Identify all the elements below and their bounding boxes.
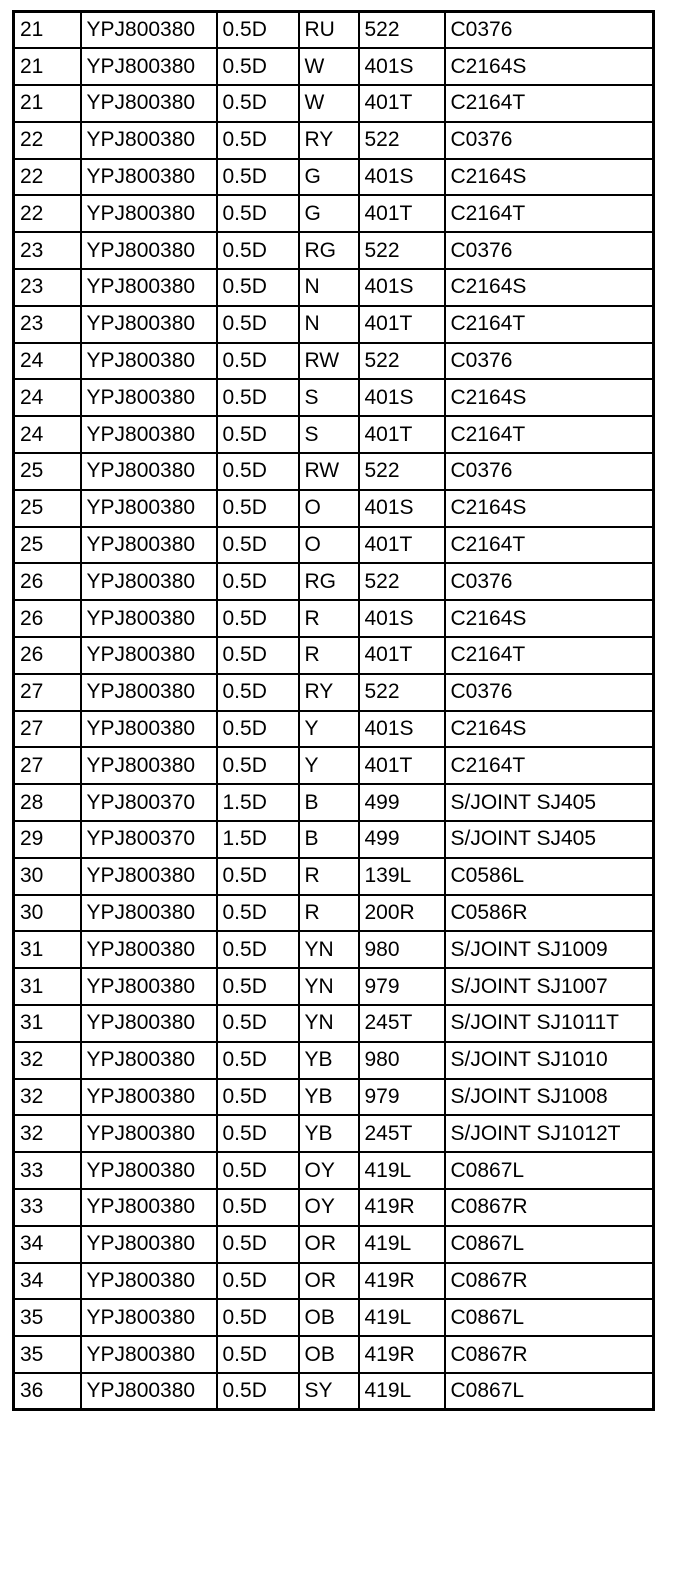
color-code-cell: SY (299, 1373, 359, 1410)
connector-cell: C2164S (445, 269, 654, 306)
part-number-cell: YPJ800380 (81, 711, 217, 748)
color-code-cell: YB (299, 1079, 359, 1116)
connector-cell: C2164T (445, 416, 654, 453)
terminal-cell: 499 (359, 821, 445, 858)
terminal-cell: 401S (359, 159, 445, 196)
table-row (14, 1079, 654, 1116)
table-row (14, 600, 654, 637)
part-number-cell: YPJ800370 (81, 821, 217, 858)
color-code-cell: G (299, 195, 359, 232)
wire-number-cell: 26 (14, 637, 81, 674)
wire-number-cell: 27 (14, 674, 81, 711)
size-cell: 0.5D (217, 527, 299, 564)
table-row (14, 821, 654, 858)
part-number-cell: YPJ800380 (81, 600, 217, 637)
terminal-cell: 200R (359, 895, 445, 932)
terminal-cell: 401T (359, 306, 445, 343)
color-code-cell: RW (299, 453, 359, 490)
connector-cell: C0867R (445, 1189, 654, 1226)
wire-number-cell: 34 (14, 1263, 81, 1300)
part-number-cell: YPJ800380 (81, 1079, 217, 1116)
terminal-cell: 401T (359, 637, 445, 674)
part-number-cell: YPJ800380 (81, 895, 217, 932)
size-cell: 0.5D (217, 453, 299, 490)
connector-cell: C2164S (445, 379, 654, 416)
size-cell: 0.5D (217, 122, 299, 159)
terminal-cell: 522 (359, 674, 445, 711)
part-number-cell: YPJ800380 (81, 1115, 217, 1152)
terminal-cell: 401S (359, 379, 445, 416)
size-cell: 0.5D (217, 1299, 299, 1336)
part-number-cell: YPJ800380 (81, 379, 217, 416)
terminal-cell: 419R (359, 1189, 445, 1226)
table-row (14, 527, 654, 564)
size-cell: 0.5D (217, 343, 299, 380)
part-number-cell: YPJ800380 (81, 195, 217, 232)
wire-number-cell: 35 (14, 1299, 81, 1336)
table-row (14, 784, 654, 821)
wire-number-cell: 25 (14, 453, 81, 490)
size-cell: 0.5D (217, 931, 299, 968)
wire-number-cell: 22 (14, 122, 81, 159)
size-cell: 0.5D (217, 1336, 299, 1373)
table-row (14, 453, 654, 490)
table-row (14, 674, 654, 711)
table-row (14, 379, 654, 416)
terminal-cell: 245T (359, 1005, 445, 1042)
terminal-cell: 139L (359, 858, 445, 895)
table-row (14, 343, 654, 380)
size-cell: 0.5D (217, 858, 299, 895)
part-number-cell: YPJ800380 (81, 858, 217, 895)
color-code-cell: RY (299, 122, 359, 159)
wire-number-cell: 22 (14, 159, 81, 196)
color-code-cell: RU (299, 12, 359, 49)
color-code-cell: S (299, 379, 359, 416)
part-number-cell: YPJ800380 (81, 968, 217, 1005)
connector-cell: C0376 (445, 674, 654, 711)
table-row (14, 637, 654, 674)
terminal-cell: 245T (359, 1115, 445, 1152)
part-number-cell: YPJ800380 (81, 1373, 217, 1410)
color-code-cell: R (299, 637, 359, 674)
wire-number-cell: 31 (14, 968, 81, 1005)
table-row (14, 968, 654, 1005)
table-row (14, 1152, 654, 1189)
terminal-cell: 401T (359, 527, 445, 564)
size-cell: 0.5D (217, 85, 299, 122)
connector-cell: C0867R (445, 1263, 654, 1300)
connector-cell: C2164S (445, 490, 654, 527)
color-code-cell: YN (299, 1005, 359, 1042)
wire-number-cell: 21 (14, 12, 81, 49)
terminal-cell: 419L (359, 1226, 445, 1263)
size-cell: 0.5D (217, 269, 299, 306)
table-row (14, 1226, 654, 1263)
wire-number-cell: 31 (14, 1005, 81, 1042)
connector-cell: C2164S (445, 711, 654, 748)
connector-cell: S/JOINT SJ1012T (445, 1115, 654, 1152)
wire-number-cell: 24 (14, 416, 81, 453)
wire-number-cell: 23 (14, 269, 81, 306)
size-cell: 0.5D (217, 1079, 299, 1116)
connector-cell: C0867L (445, 1299, 654, 1336)
terminal-cell: 522 (359, 232, 445, 269)
connector-cell: C0376 (445, 343, 654, 380)
size-cell: 0.5D (217, 195, 299, 232)
terminal-cell: 522 (359, 122, 445, 159)
terminal-cell: 522 (359, 343, 445, 380)
color-code-cell: W (299, 85, 359, 122)
color-code-cell: YN (299, 931, 359, 968)
wire-number-cell: 27 (14, 711, 81, 748)
part-number-cell: YPJ800380 (81, 232, 217, 269)
part-number-cell: YPJ800380 (81, 637, 217, 674)
part-number-cell: YPJ800380 (81, 85, 217, 122)
terminal-cell: 499 (359, 784, 445, 821)
connector-cell: C0867R (445, 1336, 654, 1373)
size-cell: 0.5D (217, 12, 299, 49)
connector-cell: C0586L (445, 858, 654, 895)
size-cell: 0.5D (217, 1152, 299, 1189)
size-cell: 0.5D (217, 306, 299, 343)
connector-cell: S/JOINT SJ1009 (445, 931, 654, 968)
terminal-cell: 401T (359, 85, 445, 122)
size-cell: 0.5D (217, 159, 299, 196)
table-row (14, 711, 654, 748)
table-row (14, 1263, 654, 1300)
size-cell: 0.5D (217, 968, 299, 1005)
connector-cell: C2164T (445, 747, 654, 784)
connector-cell: C0867L (445, 1373, 654, 1410)
table-row (14, 563, 654, 600)
part-number-cell: YPJ800380 (81, 416, 217, 453)
color-code-cell: RG (299, 563, 359, 600)
terminal-cell: 980 (359, 1042, 445, 1079)
connector-cell: C0867L (445, 1152, 654, 1189)
connector-cell: C2164S (445, 600, 654, 637)
part-number-cell: YPJ800380 (81, 527, 217, 564)
part-number-cell: YPJ800370 (81, 784, 217, 821)
wire-number-cell: 30 (14, 858, 81, 895)
color-code-cell: OB (299, 1299, 359, 1336)
size-cell: 0.5D (217, 1005, 299, 1042)
size-cell: 0.5D (217, 1226, 299, 1263)
part-number-cell: YPJ800380 (81, 563, 217, 600)
connector-cell: C2164S (445, 48, 654, 85)
color-code-cell: OY (299, 1189, 359, 1226)
connector-cell: C0376 (445, 12, 654, 49)
size-cell: 0.5D (217, 1042, 299, 1079)
wire-number-cell: 23 (14, 232, 81, 269)
color-code-cell: OB (299, 1336, 359, 1373)
color-code-cell: YB (299, 1042, 359, 1079)
wire-number-cell: 30 (14, 895, 81, 932)
wire-number-cell: 21 (14, 48, 81, 85)
color-code-cell: R (299, 600, 359, 637)
terminal-cell: 980 (359, 931, 445, 968)
size-cell: 0.5D (217, 379, 299, 416)
color-code-cell: G (299, 159, 359, 196)
color-code-cell: YB (299, 1115, 359, 1152)
connector-cell: S/JOINT SJ405 (445, 784, 654, 821)
size-cell: 0.5D (217, 895, 299, 932)
wire-number-cell: 28 (14, 784, 81, 821)
table-row (14, 895, 654, 932)
part-number-cell: YPJ800380 (81, 48, 217, 85)
part-number-cell: YPJ800380 (81, 674, 217, 711)
size-cell: 1.5D (217, 784, 299, 821)
color-code-cell: R (299, 858, 359, 895)
connector-cell: S/JOINT SJ1007 (445, 968, 654, 1005)
wire-number-cell: 32 (14, 1079, 81, 1116)
part-number-cell: YPJ800380 (81, 12, 217, 49)
table-row (14, 1042, 654, 1079)
wire-number-cell: 26 (14, 600, 81, 637)
connector-cell: C0867L (445, 1226, 654, 1263)
size-cell: 0.5D (217, 1373, 299, 1410)
terminal-cell: 419L (359, 1152, 445, 1189)
table-row (14, 269, 654, 306)
connector-cell: S/JOINT SJ1008 (445, 1079, 654, 1116)
table-row (14, 931, 654, 968)
wire-number-cell: 33 (14, 1152, 81, 1189)
wire-number-cell: 26 (14, 563, 81, 600)
color-code-cell: OR (299, 1226, 359, 1263)
part-number-cell: YPJ800380 (81, 1005, 217, 1042)
terminal-cell: 401T (359, 747, 445, 784)
size-cell: 0.5D (217, 1263, 299, 1300)
table-row (14, 48, 654, 85)
wire-number-cell: 35 (14, 1336, 81, 1373)
connector-cell: S/JOINT SJ1011T (445, 1005, 654, 1042)
part-number-cell: YPJ800380 (81, 159, 217, 196)
color-code-cell: RG (299, 232, 359, 269)
connector-cell: C2164T (445, 195, 654, 232)
size-cell: 0.5D (217, 232, 299, 269)
size-cell: 0.5D (217, 711, 299, 748)
connector-cell: S/JOINT SJ1010 (445, 1042, 654, 1079)
wire-number-cell: 32 (14, 1042, 81, 1079)
table-row (14, 1336, 654, 1373)
size-cell: 0.5D (217, 416, 299, 453)
table-row (14, 1115, 654, 1152)
color-code-cell: OY (299, 1152, 359, 1189)
color-code-cell: RW (299, 343, 359, 380)
color-code-cell: S (299, 416, 359, 453)
wire-number-cell: 32 (14, 1115, 81, 1152)
color-code-cell: B (299, 784, 359, 821)
color-code-cell: N (299, 306, 359, 343)
connector-cell: C2164T (445, 85, 654, 122)
table-row (14, 85, 654, 122)
terminal-cell: 419R (359, 1336, 445, 1373)
table-row (14, 195, 654, 232)
wire-list-table (12, 10, 655, 1411)
color-code-cell: Y (299, 747, 359, 784)
connector-cell: C0586R (445, 895, 654, 932)
wire-number-cell: 25 (14, 527, 81, 564)
part-number-cell: YPJ800380 (81, 747, 217, 784)
wire-number-cell: 27 (14, 747, 81, 784)
wire-number-cell: 23 (14, 306, 81, 343)
table-row (14, 1299, 654, 1336)
terminal-cell: 522 (359, 453, 445, 490)
color-code-cell: Y (299, 711, 359, 748)
size-cell: 1.5D (217, 821, 299, 858)
wire-number-cell: 34 (14, 1226, 81, 1263)
terminal-cell: 522 (359, 563, 445, 600)
wire-number-cell: 33 (14, 1189, 81, 1226)
part-number-cell: YPJ800380 (81, 490, 217, 527)
table-row (14, 1005, 654, 1042)
part-number-cell: YPJ800380 (81, 1336, 217, 1373)
connector-cell: C2164S (445, 159, 654, 196)
color-code-cell: B (299, 821, 359, 858)
connector-cell: C0376 (445, 563, 654, 600)
color-code-cell: O (299, 490, 359, 527)
size-cell: 0.5D (217, 747, 299, 784)
table-row (14, 122, 654, 159)
terminal-cell: 401S (359, 48, 445, 85)
part-number-cell: YPJ800380 (81, 1152, 217, 1189)
wire-number-cell: 24 (14, 379, 81, 416)
wire-number-cell: 36 (14, 1373, 81, 1410)
size-cell: 0.5D (217, 637, 299, 674)
part-number-cell: YPJ800380 (81, 1226, 217, 1263)
size-cell: 0.5D (217, 600, 299, 637)
wire-number-cell: 22 (14, 195, 81, 232)
color-code-cell: O (299, 527, 359, 564)
table-row (14, 12, 654, 49)
table-row (14, 1373, 654, 1410)
part-number-cell: YPJ800380 (81, 269, 217, 306)
size-cell: 0.5D (217, 48, 299, 85)
terminal-cell: 522 (359, 12, 445, 49)
table-row (14, 159, 654, 196)
table-row (14, 1189, 654, 1226)
wire-number-cell: 29 (14, 821, 81, 858)
part-number-cell: YPJ800380 (81, 931, 217, 968)
connector-cell: S/JOINT SJ405 (445, 821, 654, 858)
color-code-cell: OR (299, 1263, 359, 1300)
part-number-cell: YPJ800380 (81, 453, 217, 490)
color-code-cell: N (299, 269, 359, 306)
wire-list-body (14, 12, 654, 1410)
terminal-cell: 401T (359, 195, 445, 232)
wire-number-cell: 24 (14, 343, 81, 380)
connector-cell: C2164T (445, 637, 654, 674)
connector-cell: C2164T (445, 306, 654, 343)
terminal-cell: 979 (359, 968, 445, 1005)
table-row (14, 858, 654, 895)
table-row (14, 490, 654, 527)
part-number-cell: YPJ800380 (81, 122, 217, 159)
size-cell: 0.5D (217, 1189, 299, 1226)
terminal-cell: 401S (359, 490, 445, 527)
color-code-cell: W (299, 48, 359, 85)
part-number-cell: YPJ800380 (81, 1189, 217, 1226)
wire-number-cell: 25 (14, 490, 81, 527)
wire-number-cell: 21 (14, 85, 81, 122)
size-cell: 0.5D (217, 1115, 299, 1152)
terminal-cell: 419R (359, 1263, 445, 1300)
connector-cell: C0376 (445, 122, 654, 159)
terminal-cell: 979 (359, 1079, 445, 1116)
connector-cell: C0376 (445, 232, 654, 269)
terminal-cell: 401T (359, 416, 445, 453)
color-code-cell: RY (299, 674, 359, 711)
terminal-cell: 419L (359, 1373, 445, 1410)
part-number-cell: YPJ800380 (81, 1042, 217, 1079)
table-row (14, 416, 654, 453)
color-code-cell: R (299, 895, 359, 932)
table-row (14, 747, 654, 784)
part-number-cell: YPJ800380 (81, 306, 217, 343)
terminal-cell: 401S (359, 269, 445, 306)
size-cell: 0.5D (217, 674, 299, 711)
size-cell: 0.5D (217, 490, 299, 527)
table-row (14, 306, 654, 343)
terminal-cell: 401S (359, 711, 445, 748)
connector-cell: C2164T (445, 527, 654, 564)
terminal-cell: 401S (359, 600, 445, 637)
part-number-cell: YPJ800380 (81, 343, 217, 380)
terminal-cell: 419L (359, 1299, 445, 1336)
part-number-cell: YPJ800380 (81, 1263, 217, 1300)
table-row (14, 232, 654, 269)
wire-number-cell: 31 (14, 931, 81, 968)
color-code-cell: YN (299, 968, 359, 1005)
part-number-cell: YPJ800380 (81, 1299, 217, 1336)
size-cell: 0.5D (217, 563, 299, 600)
connector-cell: C0376 (445, 453, 654, 490)
